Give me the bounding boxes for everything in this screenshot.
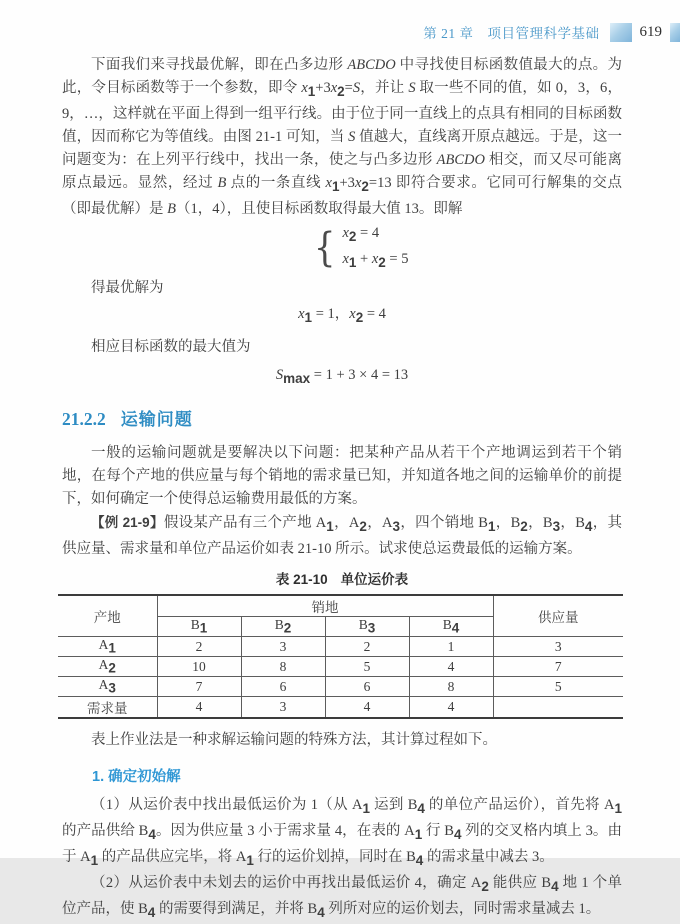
max-lead: 相应目标函数的最大值为 (91, 339, 251, 356)
table-row (58, 697, 623, 719)
col-header-destination-group: 销地 (157, 595, 493, 617)
price-cell: 4 (409, 697, 493, 719)
price-cell: 2 (157, 637, 241, 657)
row-header: $A_1$ (58, 637, 157, 657)
price-cell: 6 (241, 677, 325, 697)
row-header: $A_3$ (58, 677, 157, 697)
col-header-destination: $B_3$ (325, 617, 409, 637)
price-cell: 3 (241, 697, 325, 719)
page-content (62, 54, 622, 924)
left-brace: { (313, 224, 336, 271)
price-cell: 8 (409, 677, 493, 697)
supply-cell (493, 697, 623, 719)
supply-cell: 3 (493, 637, 623, 657)
price-cell: 4 (157, 697, 241, 719)
decorative-square-icon (610, 23, 632, 42)
step-heading: 1. 确定初始解 (92, 769, 181, 786)
chapter-title: 第 21 章 项目管理科学基础 (423, 26, 600, 41)
equation-lines (342, 222, 408, 274)
unit-price-table (58, 594, 623, 719)
transport-paragraph: 一般的运输问题就是要解决以下问题：把某种产品从若干个产地调运到若干个销地，在每个产地的供应量与每个销地的需求量已知，并知道各地之间的运输单价的前提下，如何确定一个使得总运输费用最低的方案。 (62, 445, 622, 508)
decorative-square-edge-icon (670, 23, 680, 42)
table-caption-title: 单位运价表 (340, 572, 409, 588)
table-header-row (58, 595, 623, 617)
section-title: 运输问题 (120, 410, 193, 430)
price-cell: 1 (409, 637, 493, 657)
price-cell: 5 (325, 657, 409, 677)
price-cell: 10 (157, 657, 241, 677)
price-cell: 4 (325, 697, 409, 719)
optimal-solution-equation: $x_1 = 1$，$x_2 = 4$ (298, 305, 386, 325)
intro-paragraph: 下面我们来寻找最优解，即在凸多边形 ABCDO 中寻找使目标函数值最大的点。为此，令目标函数等于一个参数，即令 $x_1+3x_2=S$，并让 S 取一些不同的值，如 0，3，6，9，…，这样就在平面上得到一组平行线。由于位于同一直线上的点具有相同的目标函数值，因而称它为等值线。由图 21-1 可知，当 S 值越大，直线离开原点越远。于是，这一问题变为：在上列平行线中，找出一条，使之与凸多边形 ABCDO 相交，而又尽可能离原点最远。显然，经过 B 点的一条直线 $x_1+3x_2=13$ 即符合要求。它同可行解集的交点（即最优解）是 B（1，4），且使目标函数取得最大值 13。即解 (62, 57, 623, 217)
table-row (58, 657, 623, 677)
col-header-destination: $B_1$ (157, 617, 241, 637)
price-cell: 2 (325, 637, 409, 657)
col-header-supply: 供应量 (493, 595, 623, 637)
col-header-destination: $B_4$ (409, 617, 493, 637)
section-heading (62, 405, 622, 430)
row-header: 需求量 (58, 697, 157, 719)
price-cell: 6 (325, 677, 409, 697)
table-row (58, 677, 623, 697)
col-header-origin: 产地 (58, 595, 157, 637)
section-number: 21.2.2 (62, 409, 106, 430)
supply-cell: 7 (493, 657, 623, 677)
step2-paragraph: （2）从运价表中未划去的运价中再找出最低运价 4，确定 $A_2$ 能供应 $B_4$ 地 1 个单位产品，使 $B_4$ 的需要得到满足，并将 $B_4$ 列所对应的运价划去，同时需求量减去 1。 (62, 874, 623, 920)
method-paragraph: 表上作业法是一种求解运输问题的特殊方法，其计算过程如下。 (91, 732, 497, 749)
table-row (58, 637, 623, 657)
max-value-equation: $S_{max} = 1 + 3 \times 4 = 13$ (275, 367, 409, 387)
table-caption-label: 表 21-10 (275, 572, 328, 588)
col-header-destination: $B_2$ (241, 617, 325, 637)
supply-cell: 5 (493, 677, 623, 697)
row-header: $A_2$ (58, 657, 157, 677)
optimal-lead: 得最优解为 (91, 279, 164, 296)
equation-line-1: $x_2 = 4$ (342, 224, 380, 244)
price-cell: 7 (157, 677, 241, 697)
page-number: 619 (639, 23, 662, 40)
price-cell: 8 (241, 657, 325, 677)
table-caption (62, 568, 622, 588)
equation-line-2: $x_1 + x_2 = 5$ (342, 250, 409, 270)
price-cell: 3 (241, 637, 325, 657)
example-paragraph: 【例 21-9】假设某产品有三个产地 $A_1$，$A_2$，$A_3$，四个销地 $B_1$，$B_2$，$B_3$，$B_4$，其供应量、需求量和单位产品运价如表 21-10 所示。试求使总运费最低的运输方案。 (62, 515, 623, 558)
running-head (423, 22, 680, 42)
step1-paragraph: （1）从运价表中找出最低运价为 1（从 $A_1$ 运到 $B_4$ 的单位产品运价），首先将 $A_1$ 的产品供给 $B_4$。因为供应量 3 小于需求量 4，在表的 $A_1$ 行 $B_4$ 列的交叉格内填上 3。由于 $A_1$ 的产品供应完毕，将 $A_1$ 行的运价划掉，同时在 $B_4$ 的需求量中减去 3。 (62, 797, 623, 868)
equation-system (312, 222, 622, 274)
price-cell: 4 (409, 657, 493, 677)
